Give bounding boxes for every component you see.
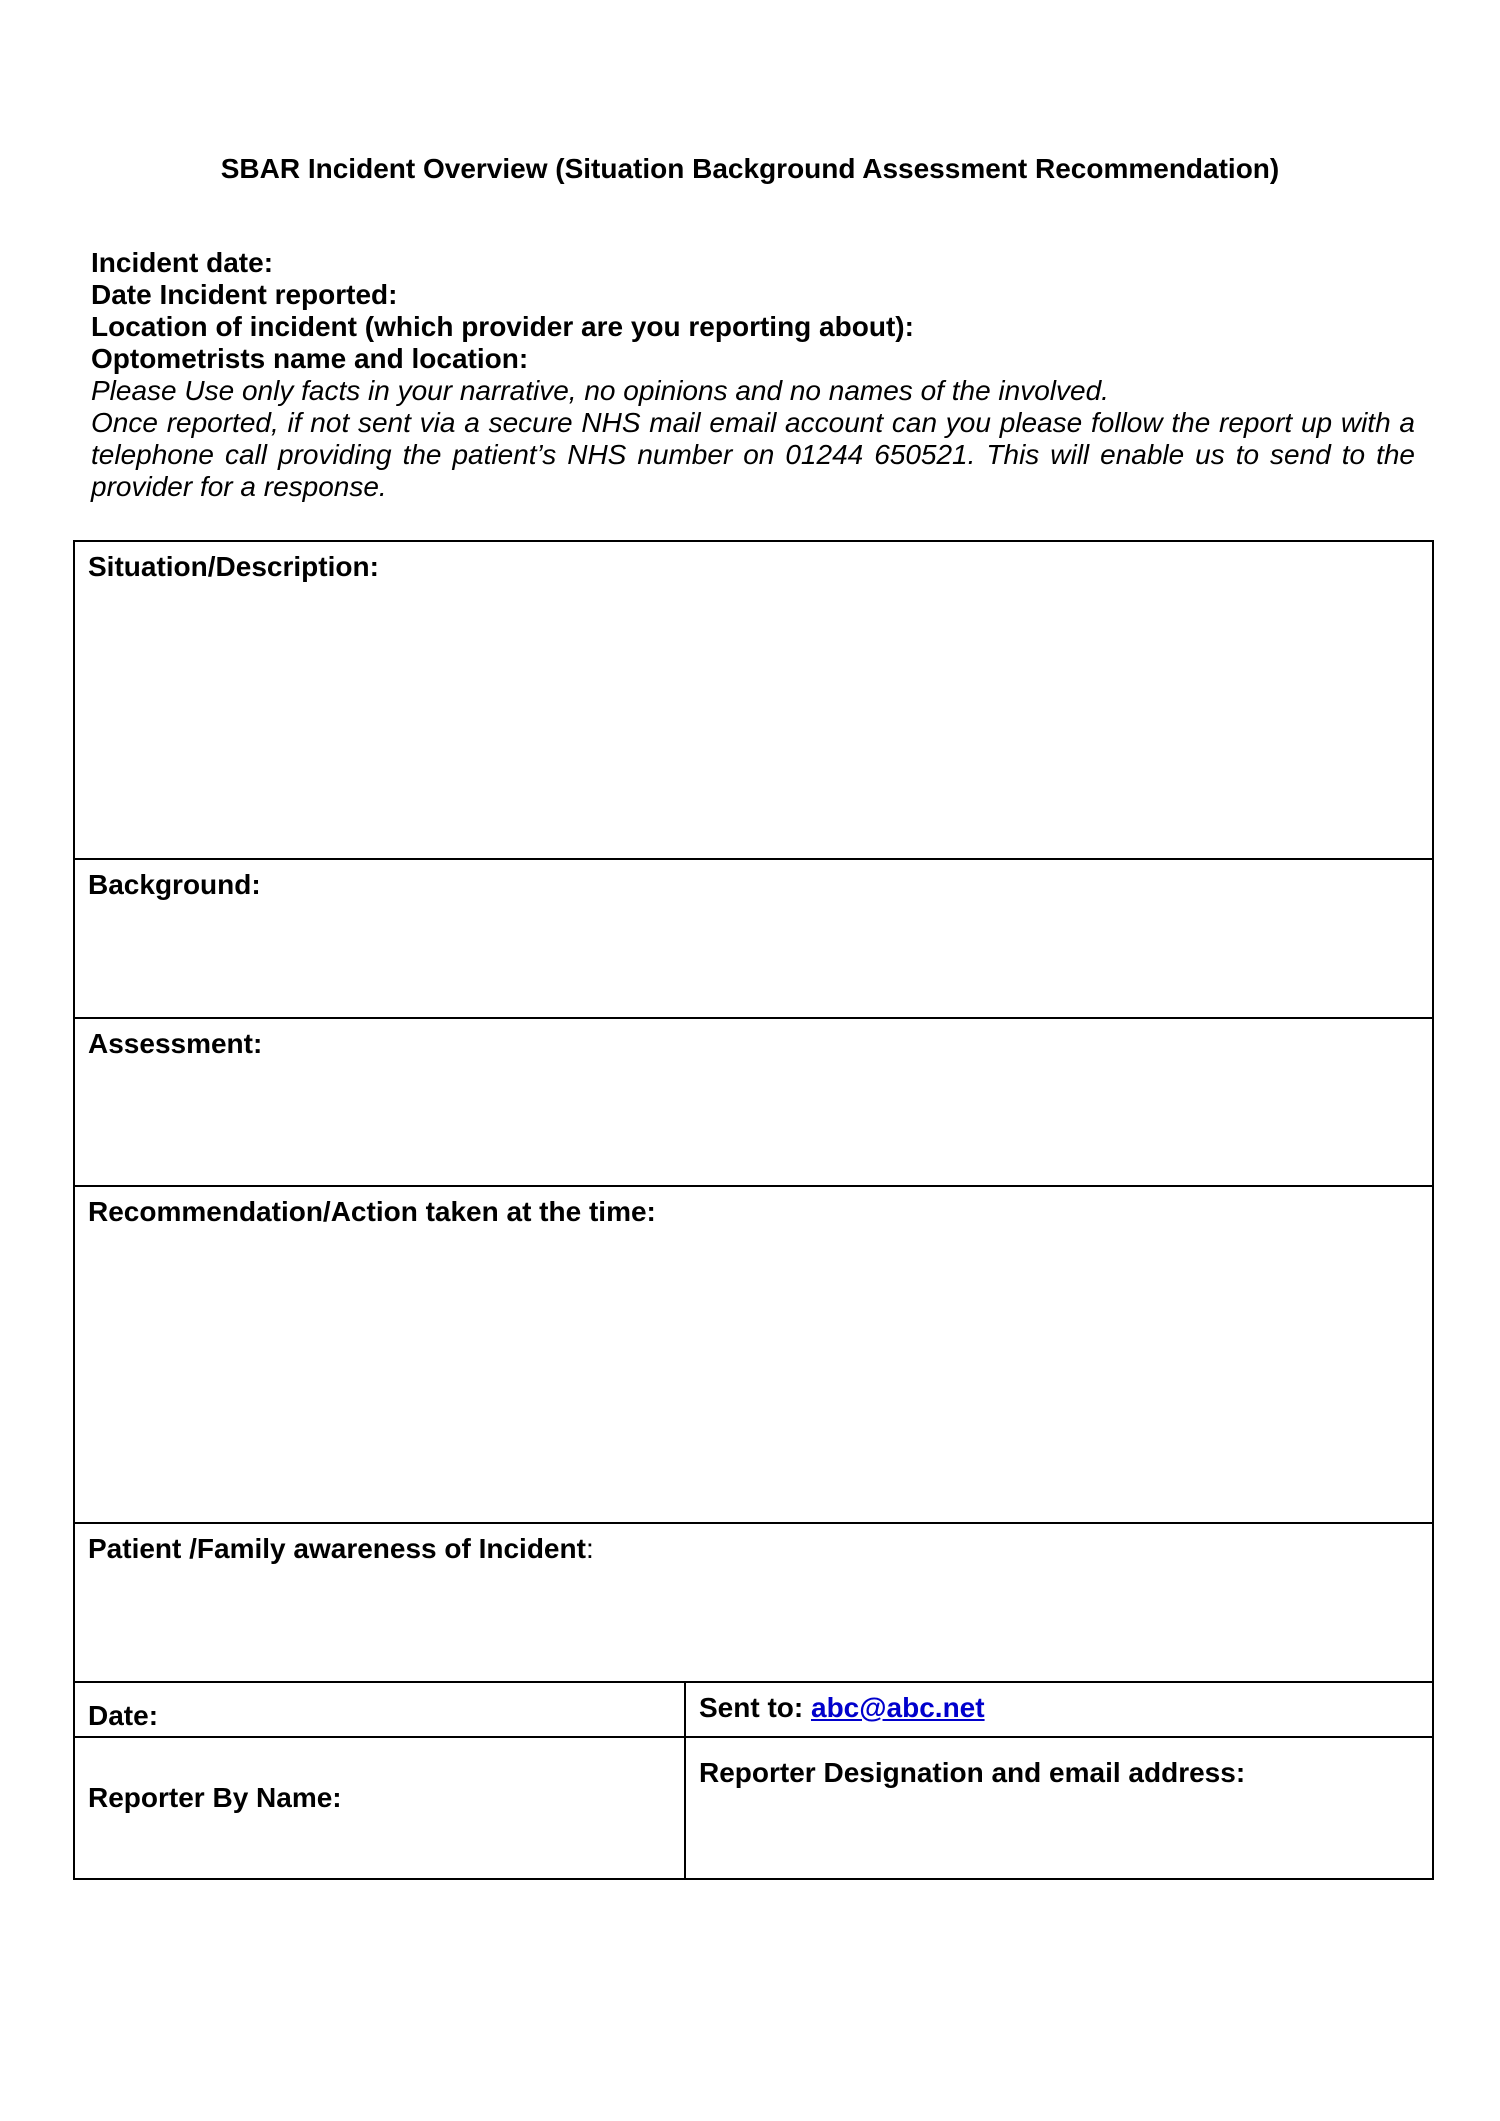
reporter-name-label: Reporter By Name: xyxy=(88,1782,342,1813)
page-title: SBAR Incident Overview (Situation Background Assessment Recommendation) xyxy=(220,153,1280,184)
facts-only-instruction: Please Use only facts in your narrative, no opinions and no names of the involved. xyxy=(91,375,1109,406)
sbar-form-table xyxy=(73,540,1434,1880)
patient-family-awareness-label xyxy=(88,1532,594,1566)
reporter-name-cell[interactable] xyxy=(75,1738,684,1878)
situation-section[interactable] xyxy=(75,542,1432,860)
reporter-designation-cell[interactable] xyxy=(686,1738,1432,1878)
incident-date-label: Incident date: xyxy=(91,247,274,278)
date-cell[interactable] xyxy=(75,1683,684,1736)
assessment-label: Assessment: xyxy=(88,1028,263,1059)
date-reported-label: Date Incident reported: xyxy=(91,279,398,310)
assessment-section[interactable] xyxy=(75,1019,1432,1187)
incident-location-label: Location of incident (which provider are you reporting about): xyxy=(91,311,914,342)
reporter-designation-label: Reporter Designation and email address: xyxy=(699,1757,1246,1788)
date-sent-row xyxy=(75,1683,1432,1738)
nhs-mail-instruction: Once reported, if not sent via a secure NHS mail email account can you please follow the report up with a telephone call providing the patient’s NHS number on 01244 650521. This will enable us to send to the provider for a response. xyxy=(91,407,1415,502)
background-section[interactable] xyxy=(75,860,1432,1019)
recommendation-section[interactable] xyxy=(75,1187,1432,1524)
bottom-column-divider xyxy=(684,1683,686,1880)
recommendation-label: Recommendation/Action taken at the time: xyxy=(88,1196,656,1227)
awareness-label-text: Patient /Family awareness of Incident xyxy=(88,1533,586,1564)
incident-header xyxy=(91,247,1415,503)
situation-label: Situation/Description: xyxy=(88,551,379,582)
sent-to-cell xyxy=(686,1683,1432,1736)
sent-to-label xyxy=(699,1691,985,1725)
optometrist-name-location-label: Optometrists name and location: xyxy=(91,343,529,374)
sent-to-email-link[interactable]: abc@abc.net xyxy=(811,1692,985,1723)
sent-to-text: Sent to: xyxy=(699,1692,804,1723)
awareness-colon: : xyxy=(585,1533,594,1564)
background-label: Background: xyxy=(88,869,261,900)
patient-family-awareness-section[interactable] xyxy=(75,1524,1432,1683)
date-label: Date: xyxy=(88,1700,159,1731)
